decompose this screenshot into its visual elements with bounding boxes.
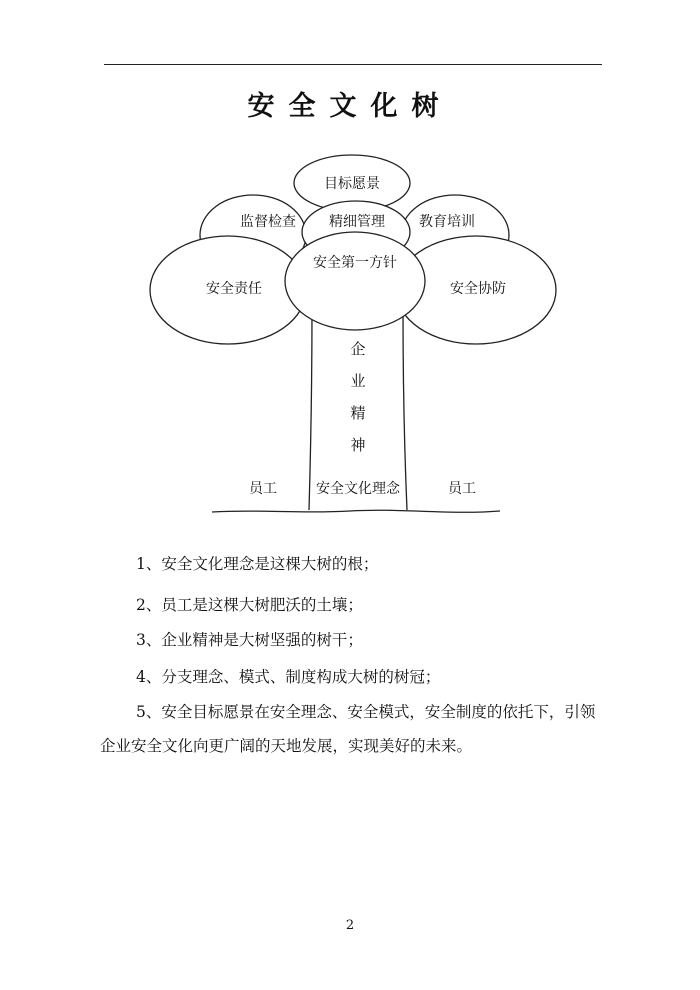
trunk-right-edge [403, 310, 407, 510]
trunk-char: 神 [350, 436, 366, 454]
header-rule [104, 64, 602, 65]
ground-right-label: 员工 [448, 481, 476, 497]
page-number: 2 [345, 918, 355, 933]
crown-center-label: 安全第一方针 [313, 255, 397, 271]
ground-line [212, 510, 500, 512]
trunk-left-edge [309, 310, 312, 510]
crown-center [285, 232, 425, 330]
root-label: 安全文化理念 [316, 481, 400, 497]
crown-right-label: 安全协防 [450, 281, 506, 297]
list-item: 2、员工是这棵大树肥沃的土壤； [136, 596, 363, 614]
trunk-char: 企 [350, 340, 366, 358]
safety-culture-tree-diagram [0, 150, 700, 530]
crown-top-label: 目标愿景 [324, 176, 380, 192]
list-item: 5、安全目标愿景在安全理念、安全模式，安全制度的依托下，引领企业安全文化向更广阔的天地发展，实现美好的未来。 [100, 703, 596, 755]
trunk-char: 精 [350, 404, 366, 422]
trunk-char: 业 [350, 372, 366, 390]
ground-left-label: 员工 [249, 481, 277, 497]
crown-upper-right-label: 教育培训 [419, 214, 475, 230]
crown-upper-left-label: 监督检查 [240, 214, 296, 230]
page-title: 安全文化树 [247, 91, 453, 122]
crown-upper-middle-label: 精细管理 [329, 214, 385, 230]
list-item: 1、安全文化理念是这棵大树的根； [136, 555, 379, 573]
crown-left-label: 安全责任 [206, 281, 262, 297]
list-item: 4、分支理念、模式、制度构成大树的树冠； [136, 668, 441, 686]
list-item: 3、企业精神是大树坚强的树干； [136, 631, 363, 649]
